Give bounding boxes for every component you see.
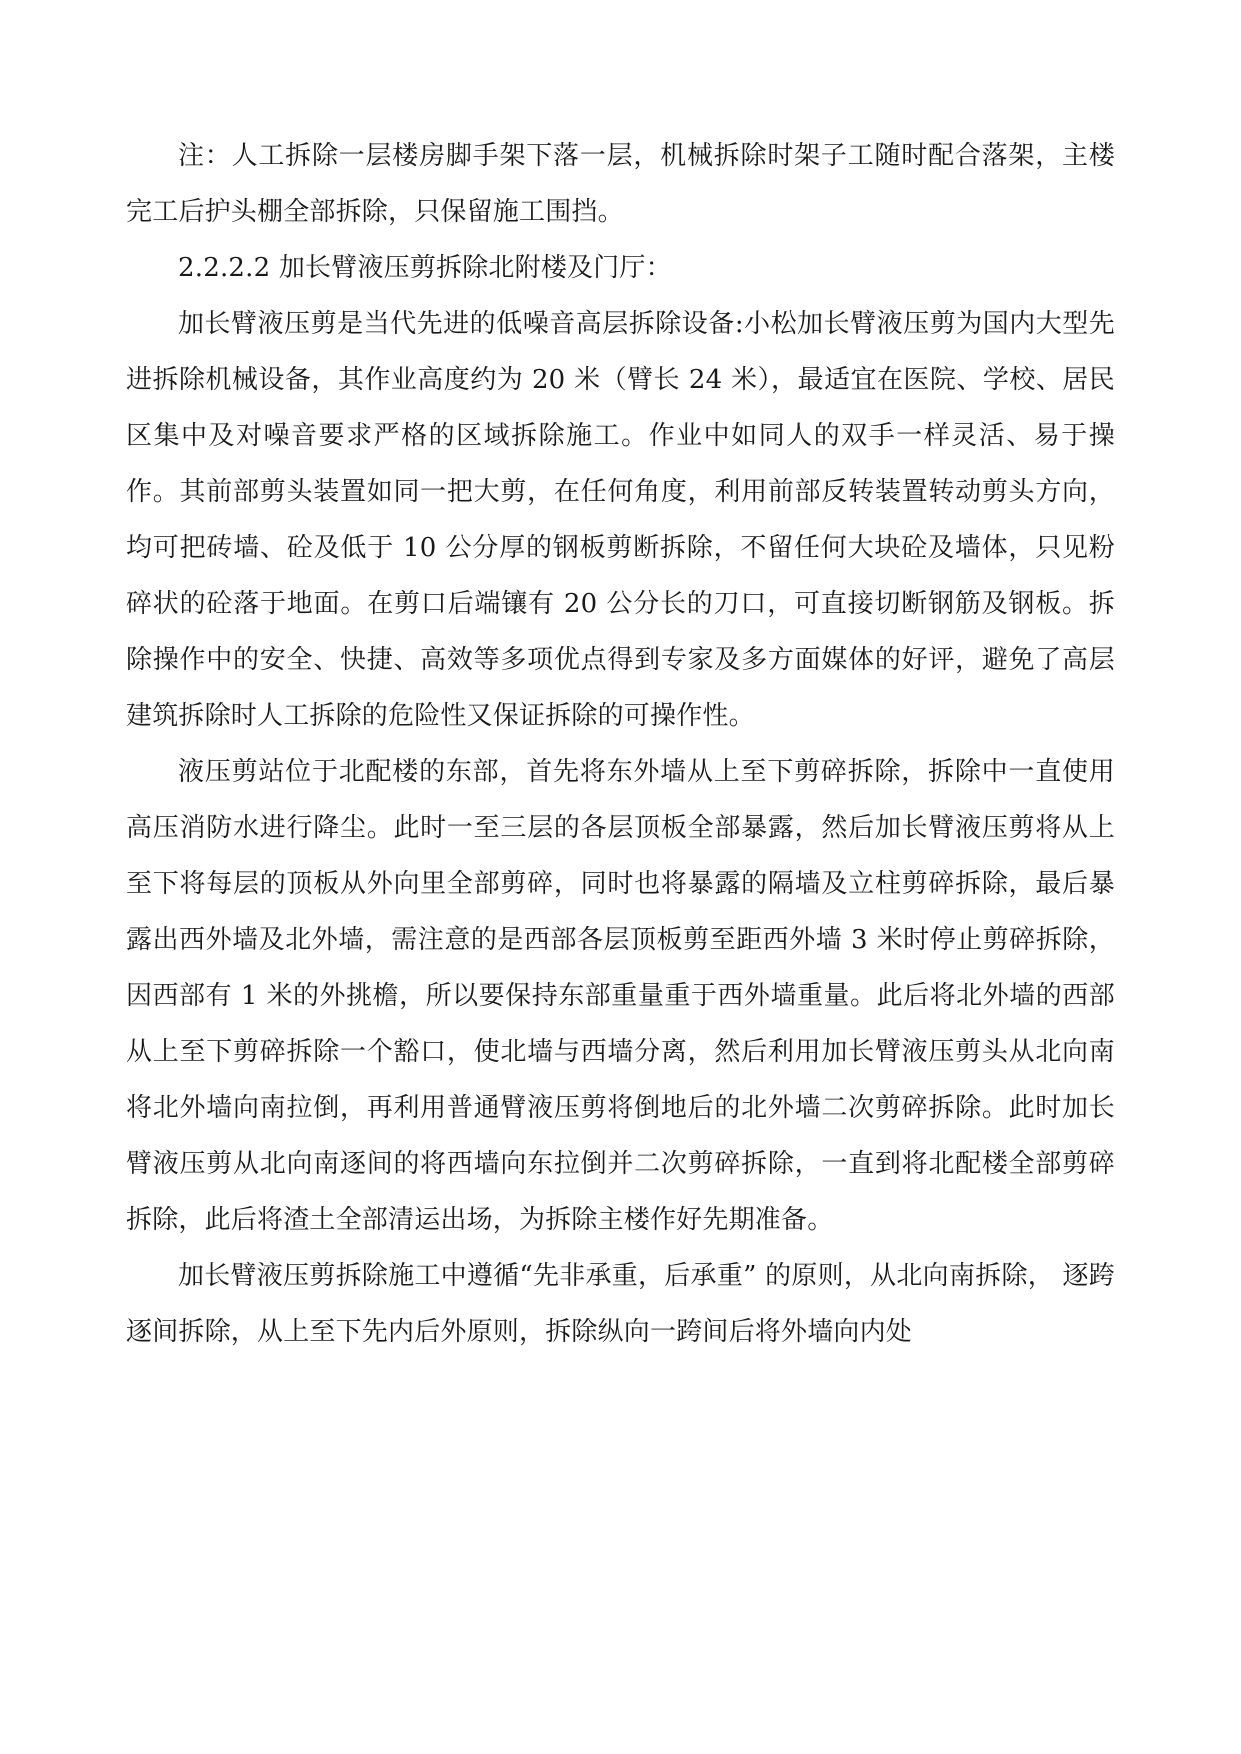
note-paragraph: 注：人工拆除一层楼房脚手架下落一层，机械拆除时架子工随时配合落架，主楼完工后护头棚全部拆除，只保留施工围挡。: [126, 141, 1115, 227]
equipment-description-paragraph: 加长臂液压剪是当代先进的低噪音高层拆除设备:小松加长臂液压剪为国内大型先进拆除机械设备，其作业高度约为 20 米（臂长 24 米），最适宜在医院、学校、居民区集中及对噪音要求严格的区域拆除施工。作业中如同人的双手一样灵活、易于操作。其前部剪头装置如同一把大剪，在任何角度，利用前部反转装置转动剪头方向，均可把砖墙、砼及低于 10 公分厚的钢板剪断拆除，不留任何大块砼及墙体，只见粉碎状的砼落于地面。在剪口后端镶有 20 公分长的刀口，可直接切断钢筋及钢板。拆除操作中的安全、快捷、高效等多项优点得到专家及多方面媒体的好评，避免了高层建筑拆除时人工拆除的危险性又保证拆除的可操作性。: [126, 309, 1115, 731]
section-heading: 2.2.2.2 加长臂液压剪拆除北附楼及门厅：: [178, 253, 672, 283]
demolition-principle-paragraph: 加长臂液压剪拆除施工中遵循“先非承重，后承重” 的原则，从北向南拆除， 逐跨逐间拆除，从上至下先内后外原则，拆除纵向一跨间后将外墙向内处: [126, 1261, 1115, 1347]
demolition-procedure-paragraph: 液压剪站位于北配楼的东部，首先将东外墙从上至下剪碎拆除，拆除中一直使用高压消防水进行降尘。此时一至三层的各层顶板全部暴露，然后加长臂液压剪将从上至下将每层的顶板从外向里全部剪碎，同时也将暴露的隔墙及立柱剪碎拆除，最后暴露出西外墙及北外墙，需注意的是西部各层顶板剪至距西外墙 3 米时停止剪碎拆除，因西部有 1 米的外挑檐，所以要保持东部重量重于西外墙重量。此后将北外墙的西部从上至下剪碎拆除一个豁口，使北墙与西墙分离，然后利用加长臂液压剪头从北向南将北外墙向南拉倒，再利用普通臂液压剪将倒地后的北外墙二次剪碎拆除。此时加长臂液压剪从北向南逐间的将西墙向东拉倒并二次剪碎拆除，一直到将北配楼全部剪碎拆除，此后将渣土全部清运出场，为拆除主楼作好先期准备。: [126, 757, 1115, 1235]
document-body: [126, 128, 1115, 1360]
